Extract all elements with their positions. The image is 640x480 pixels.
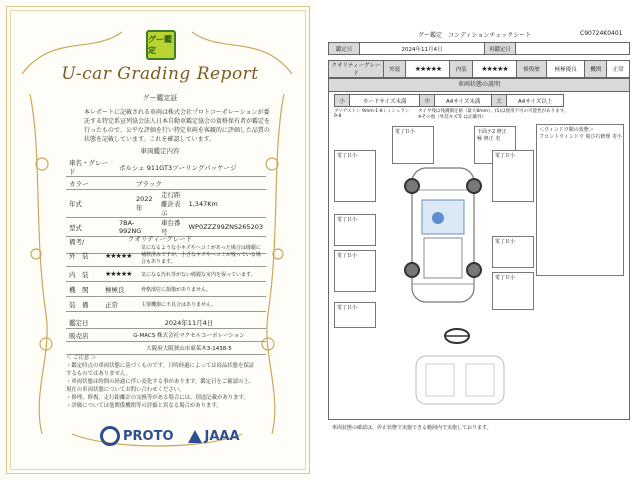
quality-grade-table — [66, 245, 266, 312]
sheet-date-label: 鑑定日 — [329, 43, 360, 55]
sheet-grade-label: クオリティーグレード — [329, 61, 384, 78]
panel-box-left-bottom: 電了Ｂ小 — [334, 302, 376, 328]
year-label: 年式 — [66, 190, 116, 218]
table-row — [66, 297, 266, 312]
sheet-footer-note: 車両状態の確認は、停止状態で実施できる範囲内で実施しております。 — [332, 425, 492, 431]
equipment-badge: 正常 — [102, 297, 138, 312]
wheel-front-left-icon — [404, 178, 420, 194]
legend-card: カードサイズ未満 — [350, 95, 420, 107]
proto-circle-icon — [100, 426, 120, 446]
model-grade-value: ポルシェ 911GT3ツーリングパッケージ — [116, 158, 266, 177]
panel-box-right-rear: 電了Ｂ小 — [492, 272, 534, 310]
sheet-interior-label: 内装 — [450, 61, 472, 78]
sheet-grade-table — [328, 60, 630, 78]
address-value: 大阪府大阪狭山市東茱木3-1438-5 — [112, 342, 266, 355]
legend-title: 車両状態の説明 — [328, 78, 630, 92]
panel-box-right-front: 電了Ｂ小 — [492, 150, 534, 202]
seller-value: G-MACS 株式会社マクセルコーポレーション — [112, 329, 266, 342]
interior-comment: 気になる汚れ等がない綺麗な室内を保っています。 — [138, 267, 266, 282]
note-item: ・評価については他関係機関等の評価と異なる場合があります。 — [66, 403, 222, 409]
interior-diagram — [410, 350, 510, 410]
sheet-rebuild-label: 再鑑定日 — [485, 43, 516, 55]
sheet-equipment-value: 正常 — [607, 61, 630, 78]
panel-box-left-rear: 電了Ｂ小 — [334, 250, 376, 292]
table-row — [66, 158, 266, 177]
panel-box-left-mid: 電了Ｂ小 — [334, 214, 376, 246]
certificate-title: U-car Grading Report — [61, 64, 259, 84]
table-row — [66, 190, 266, 218]
note-item: ・修理、修復、走行距離計の交換等がある場合には、別途記載があります。 — [66, 395, 249, 401]
sheet-date-table — [328, 42, 630, 55]
notes-title: ＜ ご注意 ＞ — [66, 355, 97, 361]
wheel-front-right-icon — [466, 178, 482, 194]
legend-large: 大 — [492, 95, 507, 107]
date-value: 2024年11月4日 — [112, 316, 266, 329]
dealer-info-table — [66, 316, 266, 355]
date-label: 鑑定日 — [66, 316, 112, 329]
goo-kantei-logo: グー鑑定 — [146, 30, 176, 60]
table-row — [66, 329, 266, 342]
certificate-subtitle: グー鑑定証 — [142, 94, 178, 102]
car-body-outline — [412, 168, 474, 302]
table-row — [335, 95, 564, 107]
table-row — [329, 43, 630, 55]
sheet-exterior-label: 外装 — [384, 61, 406, 78]
car-roof — [424, 238, 462, 278]
ornament-right-vine — [267, 94, 284, 434]
steering-wheel-icon — [442, 326, 472, 346]
certificate-intro: 本レポートに記載される車両は株式会社プロトコーポレーションが委託する特定系宣列協会法人日本自動車鑑定協会の資格保有者が鑑定を行ったもので、公平な評価を行い特定車両を客観的に評価した品質の状態を記載しています。これを確認しています。 — [84, 109, 271, 143]
panel-box-right-mid: 電了Ｂ小 — [492, 236, 534, 268]
legend-small: 小 — [335, 95, 350, 107]
legend-note-2: ※その他（外装キズ等 は記載外） — [418, 115, 487, 120]
jaaa-logo: JAAA — [188, 429, 240, 444]
table-row — [66, 177, 266, 190]
model-grade-label: 車名・グレード — [66, 158, 116, 177]
panel-box-left-front: 電了Ｂ小 — [334, 150, 376, 202]
exterior-label: 外 装 — [66, 245, 102, 267]
chassis-value: WP0ZZZ99ZNS265203 — [186, 218, 266, 237]
sheet-repair-label: 修復歴 — [516, 61, 546, 78]
remarks-label: 備考/ — [66, 237, 266, 254]
proto-logo: PROTO — [100, 426, 174, 446]
legend-a4over: A4サイズ以上 — [507, 95, 564, 107]
vehicle-section-title: 車両鑑定内容 — [140, 147, 180, 155]
exterior-stars: ★★★★★ — [102, 245, 138, 267]
mileage-label: 走行距離計表示 — [158, 190, 186, 218]
footer-brands — [100, 426, 240, 446]
table-row — [66, 282, 266, 297]
notes-box — [66, 354, 258, 410]
note-item: ・車両状態は時間の経過に伴い変化する事があります。鑑定日をご確認の上、現在の車両状態についてお問い合わせください。 — [66, 379, 255, 393]
damage-mark-blue — [432, 212, 444, 224]
sheet-rebuild-value — [516, 43, 630, 55]
legend-mid: 中 — [420, 95, 435, 107]
sheet-repair-value: 極極優良 — [547, 61, 585, 78]
engine-comment: 骨格部位に損傷がありません。 — [138, 282, 266, 297]
wheel-rear-left-icon — [404, 262, 420, 278]
grading-certificate — [0, 0, 316, 480]
sheet-equipment-label: 機関 — [585, 61, 607, 78]
engine-badge: 極極良 — [102, 282, 138, 297]
sheet-interior-stars: ★★★★★ — [472, 61, 516, 78]
legend-note-1: タイヤ残は残溝測定値（最大8mm）。(1)は使用不可の可能性があります。 — [418, 109, 569, 114]
year-value: 2022年 — [116, 190, 158, 218]
table-row — [66, 267, 266, 282]
panel-box-front-right: 下面テ2 修正 極 修正 劣 — [474, 126, 516, 164]
panel-box-window-notes: ＜ウィンドウ類の状態＞ フロントウィンドウ 飛び石修理 劣小 — [536, 124, 624, 276]
quality-grade-title: クオリティーグレード — [127, 235, 193, 243]
chassis-label: 車台番号 — [158, 218, 186, 237]
sheet-date-value: 2024年11月4日 — [360, 43, 485, 55]
table-row — [329, 61, 630, 78]
legend-table — [334, 94, 564, 107]
table-row — [66, 342, 266, 355]
ornament-left-vine — [30, 94, 47, 434]
exterior-comment: 気になるような小キズやヘコミがあった場合は綺麗に補修済みですが、小さなキズやヘコミが残っている場合もあります。 — [138, 245, 266, 267]
color-label: カラー — [66, 177, 116, 190]
tire-note: ブリヂストン 9mm-1-8 / ミシュラン 9-8 — [334, 109, 410, 119]
mileage-value: 1,347Km — [186, 190, 266, 218]
sheet-title: グー鑑定 コンディションチェックシート — [418, 32, 532, 39]
table-row — [66, 316, 266, 329]
wheel-rear-right-icon — [466, 262, 482, 278]
engine-label: 機 関 — [66, 282, 102, 297]
equipment-comment: 主要機器に不具合はありません。 — [138, 297, 266, 312]
interior-label: 内 装 — [66, 267, 102, 282]
condition-check-sheet — [318, 0, 640, 480]
model-code-label: 型式 — [66, 218, 116, 237]
model-code-value: 7BA-992NG — [116, 218, 158, 237]
note-item: ・鑑定時点の車両状態に基づくものです。日時経過によっては商品状態を保証するものではありません。 — [66, 363, 255, 377]
panel-box-front-left: 電了Ｂ小 — [392, 126, 434, 164]
jaaa-mark-icon — [188, 430, 202, 443]
interior-stars: ★★★★★ — [102, 267, 138, 282]
sheet-exterior-stars: ★★★★★ — [406, 61, 450, 78]
color-value: ブラック — [116, 177, 266, 190]
table-row — [66, 245, 266, 267]
equipment-label: 装 備 — [66, 297, 102, 312]
seller-label: 販売店 — [66, 329, 112, 342]
legend-a4: A4サイズ未満 — [435, 95, 492, 107]
sheet-doc-id: C90724K0401 — [580, 30, 623, 37]
